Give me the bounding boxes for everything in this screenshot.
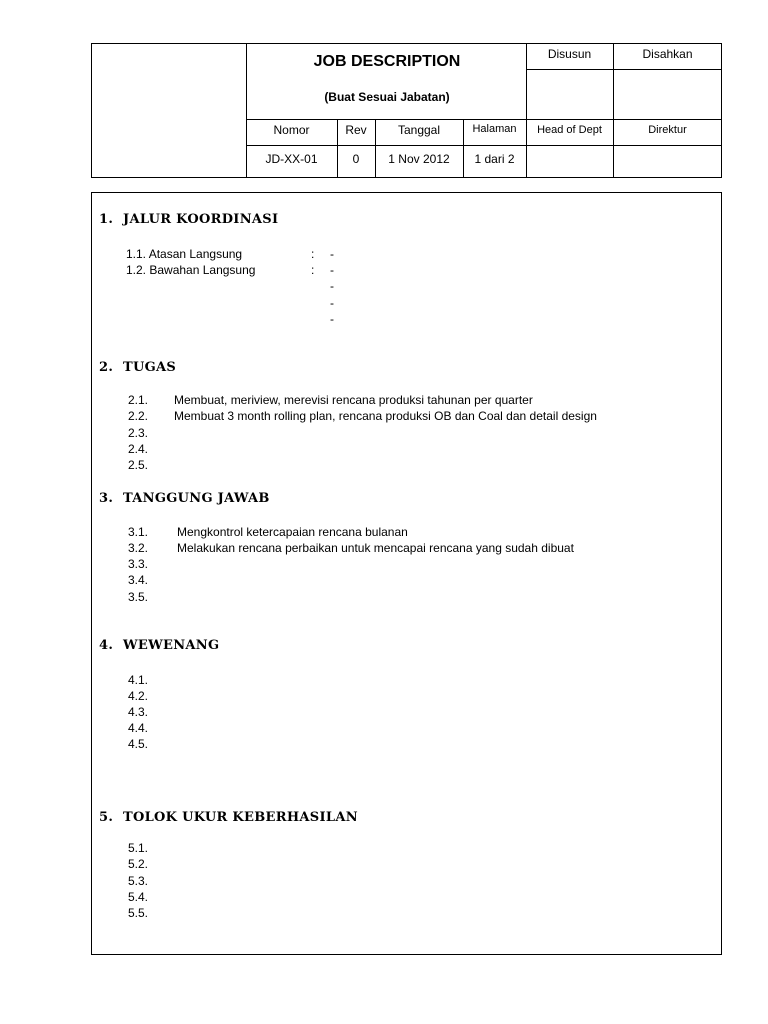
nomor-value: JD-XX-01 [265,152,318,166]
rev-value: 0 [352,152,360,166]
atasan-label: 1.1. Atasan Langsung [126,247,243,261]
disusun-label: Disusun [547,47,592,61]
list-number: 3.3. [128,557,149,571]
dash: - [330,247,334,261]
list-number: 5.5. [128,906,149,920]
list-number: 3.5. [128,590,149,604]
list-item: Mengkontrol ketercapaian rencana bulanan [177,525,408,539]
section-heading: 1. JALUR KOORDINASI [99,212,279,227]
section-heading: 3. TANGGUNG JAWAB [99,491,270,506]
list-number: 5.4. [128,890,149,904]
list-item: Membuat, meriview, merevisi rencana produksi tahunan per quarter [174,393,533,407]
header-table [91,43,722,178]
list-number: 2.3. [128,426,149,440]
document-subtitle: (Buat Sesuai Jabatan) [324,90,450,104]
list-number: 3.4. [128,573,149,587]
list-number: 2.5. [128,458,149,472]
list-number: 4.2. [128,689,149,703]
list-item: Melakukan rencana perbaikan untuk mencapai rencana yang sudah dibuat [177,541,574,555]
dash: - [330,312,334,326]
list-number: 3.2. [128,541,149,555]
nomor-label: Nomor [273,123,310,137]
list-number: 5.1. [128,841,149,855]
dash: - [330,263,334,277]
section-heading: 5. TOLOK UKUR KEBERHASILAN [99,810,358,825]
rev-label: Rev [345,123,367,137]
dash: - [330,296,334,310]
list-number: 2.1. [128,393,149,407]
colon: : [311,263,315,277]
halaman-value: 1 dari 2 [474,152,515,166]
list-number: 2.2. [128,409,149,423]
section-heading: 2. TUGAS [99,360,177,375]
list-number: 4.5. [128,737,149,751]
list-number: 3.1. [128,525,149,539]
dash: - [330,279,334,293]
colon: : [311,247,315,261]
halaman-label: Halaman [472,123,517,135]
direktur-label: Direktur [648,124,687,136]
list-item: Membuat 3 month rolling plan, rencana produksi OB dan Coal dan detail design [174,409,597,423]
head-of-dept-label: Head of Dept [537,124,602,136]
list-number: 4.4. [128,721,149,735]
content-box [91,192,722,955]
bawahan-label: 1.2. Bawahan Langsung [126,263,256,277]
tanggal-value: 1 Nov 2012 [388,152,450,166]
document-title: JOB DESCRIPTION [313,53,461,70]
section-heading: 4. WEWENANG [99,638,220,653]
tanggal-label: Tanggal [397,123,441,137]
list-number: 4.1. [128,673,149,687]
list-number: 2.4. [128,442,149,456]
list-number: 5.3. [128,874,149,888]
list-number: 5.2. [128,857,149,871]
list-number: 4.3. [128,705,149,719]
disahkan-label: Disahkan [642,47,693,61]
